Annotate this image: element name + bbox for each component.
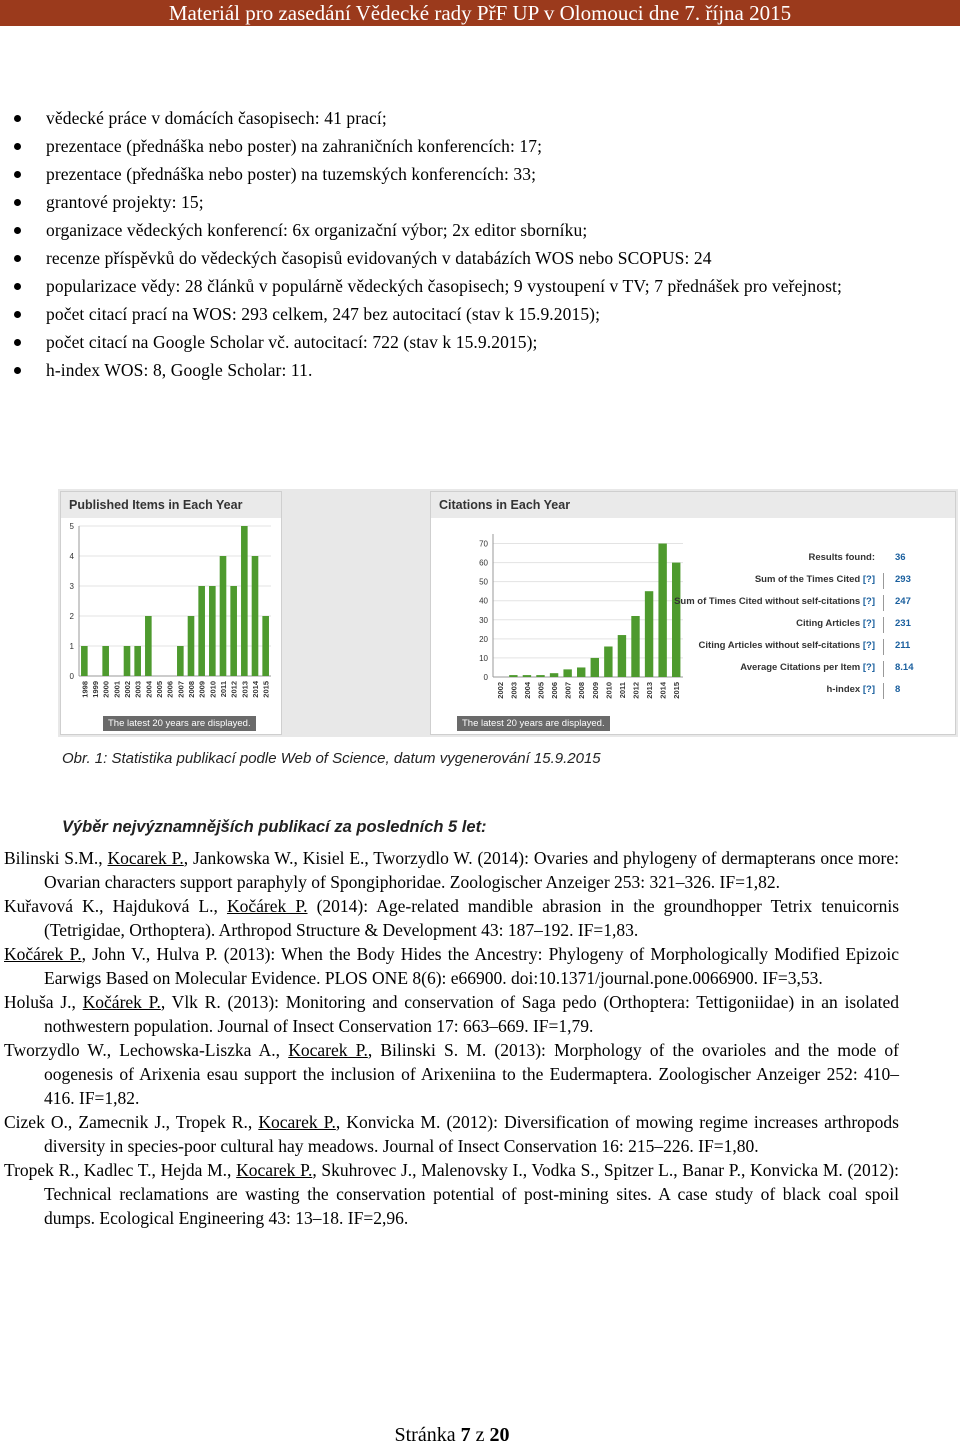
stat-value: 8.14 [895, 662, 914, 673]
stat-row-h-index [693, 684, 953, 700]
stat-row-citing-articles-noself [693, 640, 953, 656]
x-tick-label: 2006 [165, 681, 175, 698]
reference-list [4, 846, 899, 1230]
reference-item: Kočárek P., John V., Hulva P. (2013): When the Body Hides the Ancestry: Phylogeny of Morphologically Modified Epizoic Earwigs Based on Molecular Evidence. PLOS ONE 8(6): e66900. doi:10.1371/journal.pone.0066900. IF=3,53. [4, 944, 899, 988]
y-tick-label: 60 [479, 558, 488, 568]
y-tick-label: 2 [69, 612, 74, 621]
x-tick-label: 2014 [251, 681, 260, 698]
stat-row-average-citations [693, 662, 953, 678]
y-tick-label: 40 [479, 596, 488, 606]
y-tick-label: 5 [69, 522, 74, 531]
y-tick-label: 0 [69, 672, 74, 681]
y-tick-label: 70 [479, 539, 488, 549]
help-link[interactable]: [?] [862, 574, 875, 585]
x-tick-label: 2010 [604, 682, 614, 699]
bar [604, 646, 612, 677]
figure-caption: Obr. 1: Statistika publikací podle Web of Science, datum vygenerování 15.9.2015 [62, 750, 601, 767]
section-title: Výběr nejvýznamnějších publikací za posledních 5 let: [62, 818, 487, 836]
x-tick-label: 2002 [495, 682, 505, 699]
bar [230, 586, 237, 676]
stat-value: 8 [895, 684, 901, 695]
bar [102, 646, 109, 676]
list-item: organizace vědeckých konferencí: 6x organizační výbor; 2x editor sborníku; [0, 216, 960, 244]
x-tick-label: 2006 [550, 682, 560, 699]
list-item: počet citací prací na WOS: 293 celkem, 247 bez autocitací (stav k 15.9.2015); [0, 300, 960, 328]
x-tick-label: 2000 [101, 681, 111, 698]
x-tick-label: 2012 [229, 681, 239, 698]
list-item: h-index WOS: 8, Google Scholar: 11. [0, 356, 960, 384]
y-tick-label: 3 [69, 582, 74, 591]
author-highlight: Kočárek P. [4, 944, 82, 964]
citations-panel [430, 491, 956, 735]
help-link[interactable]: [?] [862, 684, 875, 695]
y-tick-label: 30 [479, 615, 488, 625]
bar [209, 586, 216, 676]
bar [618, 635, 626, 677]
stat-label: Sum of the Times Cited [?] [754, 574, 875, 585]
x-tick-label: 1999 [91, 681, 100, 698]
reference-item: Tworzydlo W., Lechowska-Liszka A., Kocarek P., Bilinski S. M. (2013): Morphology of the ovarioles and the mode of oogenesis of Arixenia esau support the inclusion of Arixeniina to the Eudermaptera. Zoologischer Anzeiger 252: 410–416. IF=1,82. [4, 1040, 900, 1108]
x-tick-label: 2015 [261, 681, 271, 698]
bar [509, 675, 517, 677]
citations-title: Citations in Each Year [431, 492, 955, 518]
x-tick-label: 2012 [631, 682, 641, 699]
x-tick-label: 1998 [80, 681, 90, 698]
bar [252, 556, 259, 676]
x-tick-label: 2014 [658, 682, 668, 699]
stat-label: Sum of Times Cited without self-citations [?] [674, 596, 875, 607]
help-link[interactable]: [?] [862, 640, 875, 651]
stat-row-times-cited-noself [674, 596, 953, 612]
stat-row-results [693, 552, 953, 568]
stat-value: 247 [895, 596, 911, 607]
wos-statistics-figure [58, 489, 958, 737]
page-total: 20 [489, 1424, 510, 1446]
page-footer: Stránka 7 z 20 [394, 1424, 510, 1446]
x-tick-label: 2003 [133, 681, 143, 698]
citations-chart [431, 518, 691, 708]
bullet-list [0, 104, 960, 384]
author-highlight: Kocarek P. [288, 1040, 368, 1060]
bar [198, 586, 205, 676]
reference-item: Kuřavová K., Hajduková L., Kočárek P. (2014): Age-related mandible abrasion in the groundhopper Tetrix tenuicornis (Tetrigidae, Orthoptera). Arthropod Structure & Development 43: 187–192. IF=1,83. [4, 896, 900, 940]
stat-label: Citing Articles [?] [796, 618, 875, 629]
page-number: 7 [460, 1424, 471, 1446]
page-header: Materiál pro zasedání Vědecké rady PřF UP v Olomouci dne 7. října 2015 [0, 0, 960, 26]
author-highlight: Kocarek P. [107, 848, 184, 868]
y-tick-label: 1 [69, 642, 74, 651]
bar [672, 563, 680, 677]
published-items-panel [60, 491, 282, 735]
x-tick-label: 2007 [176, 681, 186, 698]
author-highlight: Kocarek P. [258, 1112, 336, 1132]
x-tick-label: 2003 [509, 682, 519, 699]
reference-item: Tropek R., Kadlec T., Hejda M., Kocarek P., Skuhrovec J., Malenovsky I., Vodka S., Spitzer L., Banar P., Konvicka M. (2012): Technical reclamations are wasting the conservation potential of post-mining sites. A case study of black coal spoil dumps. Ecological Engineering 43: 13–18. IF=2,96. [4, 1160, 899, 1228]
help-link[interactable]: [?] [862, 662, 875, 673]
x-tick-label: 2011 [617, 682, 627, 699]
list-item: recenze příspěvků do vědeckých časopisů evidovaných v databázích WOS nebo SCOPUS: 24 [0, 244, 960, 272]
x-tick-label: 2005 [155, 681, 164, 698]
author-highlight: Kočárek P. [82, 992, 161, 1012]
citations-note: The latest 20 years are displayed. [457, 716, 610, 731]
stat-label: Average Citations per Item [?] [740, 662, 875, 673]
bar [563, 669, 571, 677]
y-tick-label: 50 [479, 577, 488, 587]
y-tick-label: 10 [479, 653, 488, 663]
bar [220, 556, 227, 676]
list-item: popularizace vědy: 28 článků v populárně vědeckých časopisech; 9 vystoupení v TV; 7 přednášek pro veřejnost; [0, 272, 960, 300]
list-item: počet citací na Google Scholar vč. autocitací: 722 (stav k 15.9.2015); [0, 328, 960, 356]
x-tick-label: 2013 [240, 681, 250, 698]
bar [550, 673, 558, 677]
stat-value: 36 [895, 552, 906, 563]
author-highlight: Kočárek P. [226, 896, 308, 916]
help-link[interactable]: [?] [862, 596, 875, 607]
bar [241, 526, 248, 676]
bar [134, 646, 141, 676]
x-tick-label: 2007 [563, 682, 573, 699]
reference-item: Bilinski S.M., Kocarek P., Jankowska W., Kisiel E., Tworzydlo W. (2014): Ovaries and phylogeny of dermapterans once more: Ovarian characters support paraphyly of Spongiphoridae. Zoologischer Anzeiger 253: 321–326. IF=1,82. [4, 848, 900, 892]
bar [145, 616, 152, 676]
stat-value: 293 [895, 574, 911, 585]
published-items-note: The latest 20 years are displayed. [103, 716, 256, 731]
bar [188, 616, 195, 676]
reference-item: Cizek O., Zamecnik J., Tropek R., Kocarek P., Konvicka M. (2012): Diversification of mowing regime increases arthropods diversity in species-poor cultural hay meadows. Journal of Insect Conservation 16: 215–226. IF=1,80. [4, 1112, 899, 1156]
x-tick-label: 2013 [645, 682, 655, 699]
reference-item: Holuša J., Kočárek P., Vlk R. (2013): Monitoring and conservation of Saga pedo (Orthoptera: Tettigoniidae) in an isolated nothwestern population. Journal of Insect Conservation 17: 663–669. IF=1,79. [4, 992, 899, 1036]
x-tick-label: 2002 [123, 681, 132, 698]
bar [658, 544, 666, 677]
bar [536, 675, 544, 677]
bar [631, 616, 639, 677]
bar [81, 646, 88, 676]
list-item: grantové projekty: 15; [0, 188, 960, 216]
x-tick-label: 2008 [187, 681, 196, 698]
stat-label: Results found: [808, 552, 875, 563]
bar [262, 616, 269, 676]
stat-value[interactable]: 231 [895, 618, 911, 629]
stat-row-citing-articles [693, 618, 953, 634]
bar [523, 675, 531, 677]
x-tick-label: 2009 [197, 681, 207, 698]
stat-row-times-cited [693, 574, 953, 590]
y-tick-label: 20 [479, 634, 488, 644]
stat-label: h-index [?] [826, 684, 875, 695]
bar [645, 591, 653, 677]
list-item: vědecké práce v domácích časopisech: 41 prací; [0, 104, 960, 132]
x-tick-label: 2005 [536, 682, 546, 699]
x-tick-label: 2011 [219, 681, 228, 698]
y-tick-label: 4 [69, 552, 74, 561]
bar [124, 646, 131, 676]
published-items-chart [61, 518, 279, 708]
x-tick-label: 2001 [112, 681, 122, 698]
bar [577, 667, 585, 677]
x-tick-label: 2008 [577, 682, 587, 699]
list-item: prezentace (přednáška nebo poster) na zahraničních konferencích: 17; [0, 132, 960, 160]
help-link[interactable]: [?] [862, 618, 875, 629]
bar [177, 646, 184, 676]
x-tick-label: 2015 [672, 682, 682, 699]
list-item: prezentace (přednáška nebo poster) na tuzemských konferencích: 33; [0, 160, 960, 188]
stat-value[interactable]: 211 [895, 640, 911, 651]
x-tick-label: 2010 [208, 681, 218, 698]
x-tick-label: 2009 [590, 682, 600, 699]
stat-label: Citing Articles without self-citations [?] [698, 640, 875, 651]
author-highlight: Kocarek P. [236, 1160, 313, 1180]
x-tick-label: 2004 [144, 681, 154, 698]
published-items-title: Published Items in Each Year [61, 492, 281, 518]
y-tick-label: 0 [483, 673, 488, 682]
bar [591, 658, 599, 677]
x-tick-label: 2004 [522, 682, 532, 699]
